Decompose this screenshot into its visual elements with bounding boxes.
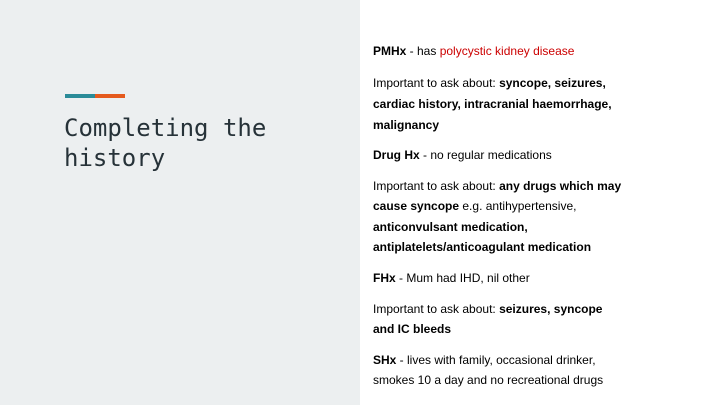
fhx-ask-items-1: seizures, syncope <box>499 302 603 316</box>
drug-ask-prefix: Important to ask about: <box>373 179 500 193</box>
drughx-line <box>373 148 552 163</box>
drughx-label: Drug Hx <box>373 148 420 162</box>
pmhx-ask-line-1 <box>373 76 606 91</box>
slide-title <box>64 113 344 173</box>
pmhx-separator: - has <box>406 44 440 58</box>
slide-title-line-1: Completing the <box>64 114 267 142</box>
shx-line-1 <box>373 353 596 368</box>
pmhx-ask-items-1: syncope, seizures, <box>499 76 606 90</box>
drug-ask-line-1 <box>373 179 621 194</box>
fhx-label: FHx <box>373 271 396 285</box>
slide-title-line-2: history <box>64 144 166 172</box>
pmhx-ask-prefix: Important to ask about: <box>373 76 500 90</box>
fhx-ask-prefix: Important to ask about: <box>373 302 500 316</box>
fhx-ask-line-1 <box>373 302 602 317</box>
fhx-ask-line-2: and IC bleeds <box>373 322 452 336</box>
drug-ask-bold-2: cause syncope <box>373 199 460 213</box>
pmhx-ask-line-2: cardiac history, intracranial haemorrhage, <box>373 97 612 111</box>
drug-ask-rest-2: e.g. antihypertensive, <box>459 199 577 213</box>
drughx-value: - no regular medications <box>419 148 552 162</box>
pmhx-label: PMHx <box>373 44 407 58</box>
pmhx-ask-line-3: malignancy <box>373 118 440 132</box>
pmhx-line <box>373 44 574 59</box>
shx-label: SHx <box>373 353 397 367</box>
fhx-line <box>373 271 530 286</box>
drug-ask-bold-1: any drugs which may <box>499 179 622 193</box>
fhx-value: - Mum had IHD, nil other <box>395 271 530 285</box>
shx-line-2: smokes 10 a day and no recreational drugs <box>373 373 604 387</box>
shx-value-1: - lives with family, occasional drinker, <box>396 353 596 367</box>
accent-bar-orange <box>95 94 125 98</box>
drug-ask-line-3: anticonvulsant medication, <box>373 220 528 234</box>
drug-ask-line-4: antiplatelets/anticoagulant medication <box>373 240 592 254</box>
accent-bar-teal <box>65 94 95 98</box>
pmhx-value: polycystic kidney disease <box>439 44 575 58</box>
drug-ask-line-2 <box>373 199 576 214</box>
